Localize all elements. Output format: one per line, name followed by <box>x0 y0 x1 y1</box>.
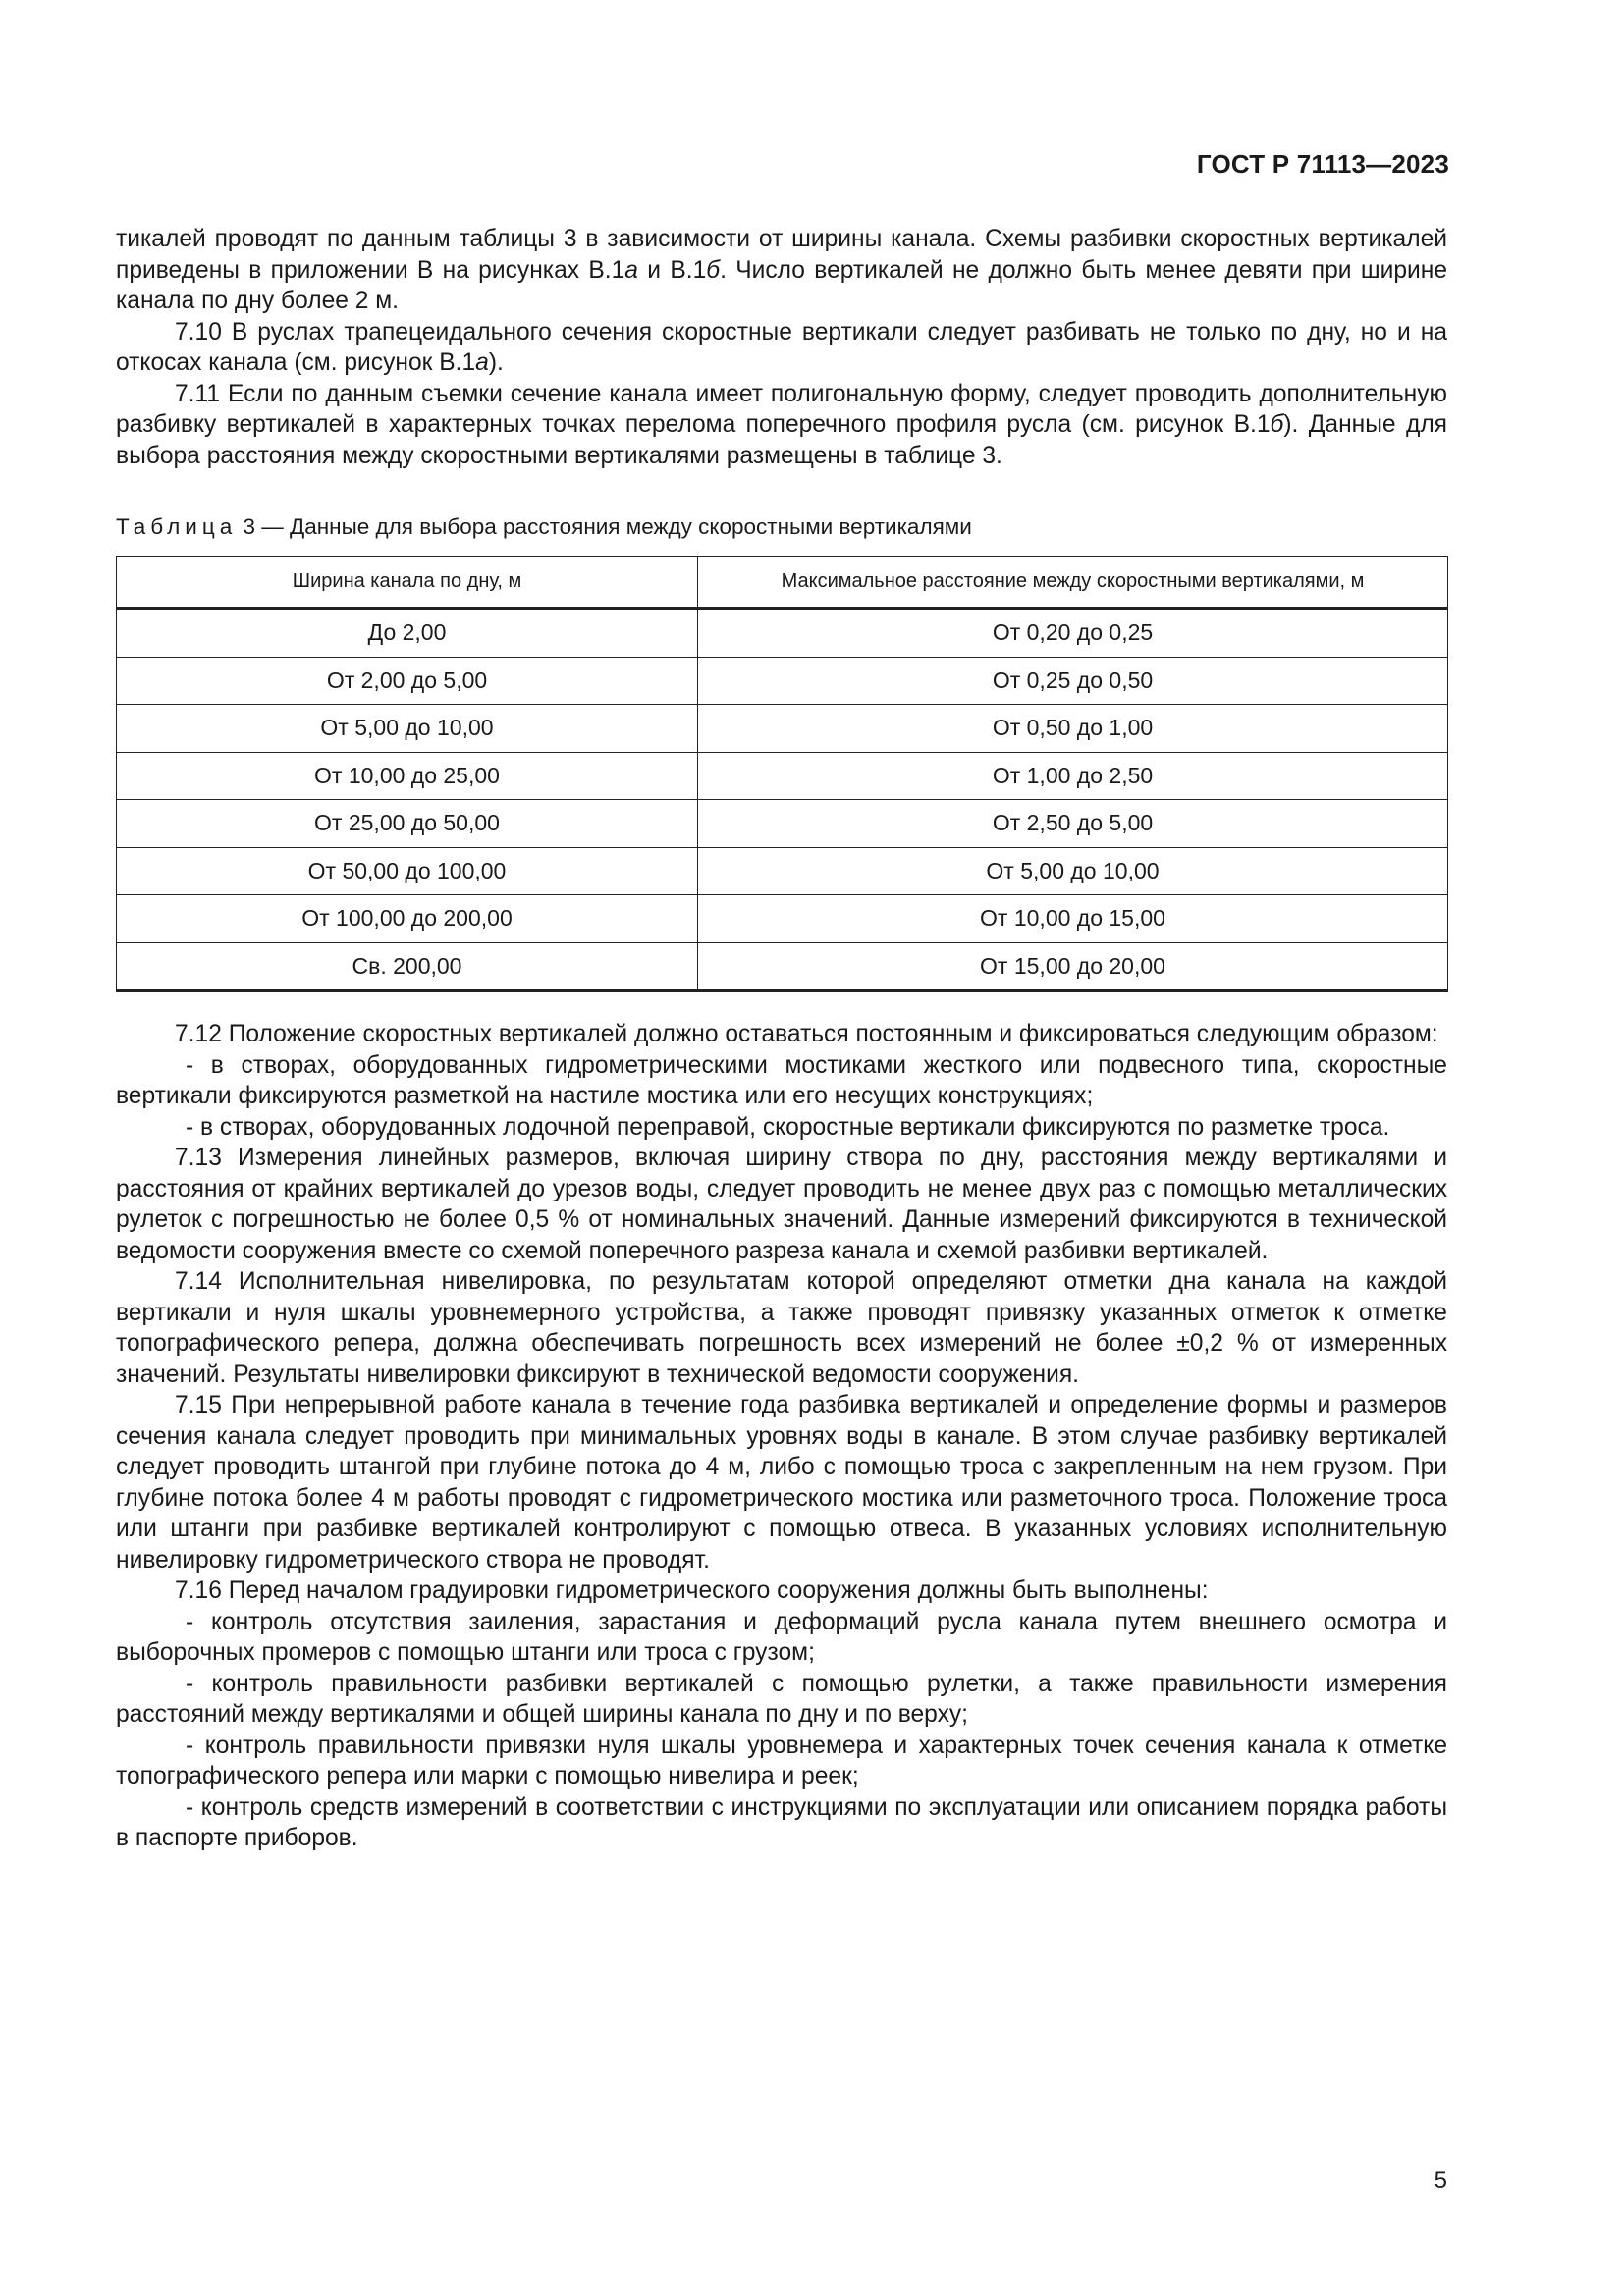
table-row <box>117 657 1448 705</box>
bottom-paragraph: - в створах, оборудованных лодочной переправой, скоростные вертикали фиксируются по разметке троса. <box>186 1113 1390 1141</box>
cell-max-distance: От 2,50 до 5,00 <box>698 800 1448 848</box>
bottom-paragraph: - контроль правильности привязки нуля шкалы уровнемера и характерных точек сечения канала к отметке топографического репера или марки с помощью нивелира и реек; <box>116 1732 1447 1789</box>
cell-channel-width: От 25,00 до 50,00 <box>117 800 698 848</box>
table-3 <box>116 556 1448 992</box>
bottom-paragraph: 7.13 Измерения линейных размеров, включая ширину створа по дну, расстояния между вертикалями и расстояния от крайних вертикалей до урезов воды, следует проводить не менее двух раз с помощью металлических рулеток с погрешностью не более 0,5 % от номинальных значений. Данные измерений фиксируются в технической ведомости сооружения вместе со схемой поперечного разреза канала и схемой разбивки вертикалей. <box>116 1145 1447 1264</box>
top-paragraph: 7.10 В руслах трапецеидального сечения скоростные вертикали следует разбивать не только по дну, но и на откосах канала (см. рисунок В.1а). <box>116 318 1447 376</box>
bottom-paragraph: - контроль правильности разбивки вертикалей с помощью рулетки, а также правильности измерения расстояний между вертикалями и общей ширины канала по дну и по верху; <box>116 1670 1447 1728</box>
top-paragraph: 7.11 Если по данным съемки сечение канала имеет полигональную форму, следует проводить дополнительную разбивку вертикалей в характерных точках перелома поперечного профиля русла (см. рисунок В.1б). Данные для выбора расстояния между скоростными вертикалями размещены в таблице 3. <box>116 380 1448 469</box>
document-header: ГОСТ Р 71113—2023 <box>1196 149 1449 179</box>
table-caption-text: 3 — Данные для выбора расстояния между скоростными вертикалями <box>237 514 972 539</box>
cell-channel-width: От 5,00 до 10,00 <box>117 705 698 753</box>
table-row <box>117 800 1448 848</box>
table-caption-label: Таблица <box>116 514 238 539</box>
cell-channel-width: От 50,00 до 100,00 <box>117 847 698 895</box>
cell-max-distance: От 10,00 до 15,00 <box>698 895 1448 943</box>
table-row <box>117 705 1448 753</box>
table-caption <box>116 514 972 540</box>
bottom-paragraph: - контроль отсутствия заиления, зарастания и деформаций русла канала путем внешнего осмотра и выборочных промеров с помощью штанги или троса с грузом; <box>116 1608 1447 1666</box>
top-paragraph: тикалей проводят по данным таблицы 3 в зависимости от ширины канала. Схемы разбивки скоростных вертикалей приведены в приложении В на рисунках В.1а и В.1б. Число вертикалей не должно быть менее девяти при ширине канала по дну более 2 м. <box>116 226 1447 314</box>
table-row <box>117 847 1448 895</box>
cell-channel-width: Св. 200,00 <box>117 942 698 991</box>
cell-max-distance: От 0,50 до 1,00 <box>698 705 1448 753</box>
cell-channel-width: До 2,00 <box>117 609 698 658</box>
cell-channel-width: От 10,00 до 25,00 <box>117 752 698 800</box>
cell-channel-width: От 100,00 до 200,00 <box>117 895 698 943</box>
bottom-paragraph: 7.16 Перед началом градуировки гидрометрического сооружения должны быть выполнены: <box>175 1577 1209 1604</box>
cell-max-distance: От 0,20 до 0,25 <box>698 609 1448 658</box>
table-header-width: Ширина канала по дну, м <box>117 557 698 609</box>
text-block-top <box>116 224 1447 471</box>
cell-max-distance: От 15,00 до 20,00 <box>698 942 1448 991</box>
table-row <box>117 942 1448 991</box>
text-block-bottom <box>116 1019 1447 1854</box>
page-number: 5 <box>1434 2167 1447 2194</box>
cell-channel-width: От 2,00 до 5,00 <box>117 657 698 705</box>
cell-max-distance: От 5,00 до 10,00 <box>698 847 1448 895</box>
bottom-paragraph: - контроль средств измерений в соответствии с инструкциями по эксплуатации или описанием порядка работы в паспорте приборов. <box>116 1793 1447 1851</box>
table-row <box>117 609 1448 658</box>
table-header-distance: Максимальное расстояние между скоростными вертикалями, м <box>698 557 1448 609</box>
table-row <box>117 895 1448 943</box>
cell-max-distance: От 0,25 до 0,50 <box>698 657 1448 705</box>
bottom-paragraph: 7.12 Положение скоростных вертикалей должно оставаться постоянным и фиксироваться следующим образом: <box>175 1021 1438 1047</box>
bottom-paragraph: 7.14 Исполнительная нивелировка, по результатам которой определяют отметки дна канала на каждой вертикали и нуля шкалы уровнемерного устройства, а также проводят привязку указанных отметок к отметке топографического репера, должна обеспечивать погрешность всех измерений не более ±0,2 % от измеренных значений. Результаты нивелировки фиксируют в технической ведомости сооружения. <box>116 1268 1447 1388</box>
cell-max-distance: От 1,00 до 2,50 <box>698 752 1448 800</box>
table-row <box>117 752 1448 800</box>
table-header-row <box>117 557 1448 609</box>
bottom-paragraph: - в створах, оборудованных гидрометрическими мостиками жесткого или подвесного типа, скоростные вертикали фиксируются разметкой на настиле мостика или его несущих конструкциях; <box>116 1051 1447 1109</box>
bottom-paragraph: 7.15 При непрерывной работе канала в течение года разбивка вертикалей и определение формы и размеров сечения канала следует проводить при минимальных уровнях воды в канале. В этом случае разбивку вертикалей следует проводить штангой при глубине потока до 4 м, либо с помощью троса с закрепленным на нем грузом. При глубине потока более 4 м работы проводят с гидрометрического мостика или разметочного троса. Положение троса или штанги при разбивке вертикалей контролируют с помощью отвеса. В указанных условиях исполнительную нивелировку гидрометрического створа не проводят. <box>116 1392 1447 1574</box>
